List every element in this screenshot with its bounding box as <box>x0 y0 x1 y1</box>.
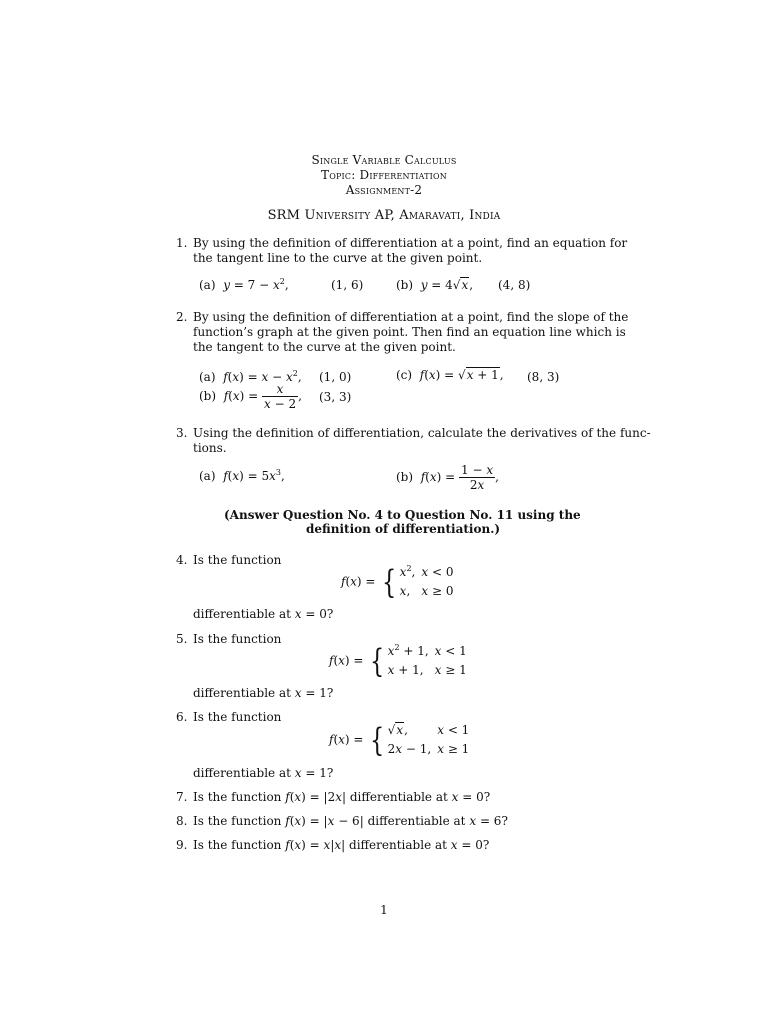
q1b <box>396 278 473 292</box>
q9-number: 9. <box>176 838 188 852</box>
q3b-formula: f(x) = $\frac{1 - x}{2x}$ , <box>420 463 499 492</box>
q7-number: 7. <box>176 790 188 804</box>
q5-number: 5. <box>176 632 188 646</box>
q1-text-line2: the tangent line to the curve at the given point. <box>193 251 483 265</box>
q2-number: 2. <box>176 310 188 324</box>
q5-tail: differentiable at x = 1? <box>193 686 334 700</box>
q2c-label: (c) <box>396 368 413 382</box>
q2b <box>199 382 302 411</box>
institution-title: SRM University AP, Amaravati, India <box>267 208 501 223</box>
assignment-title: Assignment-2 <box>345 183 423 197</box>
q1b-label: (b) <box>396 278 414 292</box>
q2a-label: (a) <box>199 370 216 384</box>
q4-intro: Is the function <box>193 553 282 567</box>
q2-text-line1: By using the definition of differentiation at a point, find the slope of the <box>193 310 629 324</box>
course-title: Single Variable Calculus <box>311 153 457 167</box>
instruction-note-line1: (Answer Question No. 4 to Question No. 11 using the <box>224 508 581 522</box>
q2a-point: (1, 0) <box>319 370 352 384</box>
q2b-formula: f(x) = $\frac{x}{x - 2}$ , <box>223 382 302 411</box>
q6-tail: differentiable at x = 1? <box>193 766 334 780</box>
q1-number: 1. <box>176 236 188 250</box>
q4-piecewise: f(x) = { $x^2$, x < 0 x, x ≥ 0 <box>341 563 454 601</box>
q1b-point: (4, 8) <box>498 278 531 292</box>
q4-number: 4. <box>176 553 188 567</box>
q2b-label: (b) <box>199 389 217 403</box>
q2c-formula: f(x) = √x + 1, <box>419 368 504 382</box>
q7-text: Is the function f(x) = |2x| differentiable at x = 0? <box>193 790 491 804</box>
q3-text-line2: tions. <box>193 441 227 455</box>
q3b <box>396 463 499 492</box>
q1a-point: (1, 6) <box>331 278 364 292</box>
q2c <box>396 368 504 382</box>
q6-intro: Is the function <box>193 710 282 724</box>
q8-number: 8. <box>176 814 188 828</box>
q3a <box>199 469 285 483</box>
q1-text-line1: By using the definition of differentiation at a point, find an equation for <box>193 236 628 250</box>
q9-text: Is the function f(x) = x|x| differentiable at x = 0? <box>193 838 490 852</box>
q3a-label: (a) <box>199 469 216 483</box>
q2-text-line2: function’s graph at the given point. Then find an equation line which is <box>193 325 626 339</box>
q6-piecewise: f(x) = { √x, x < 1 2x − 1, x ≥ 1 <box>329 721 470 759</box>
q5-intro: Is the function <box>193 632 282 646</box>
q4-tail: differentiable at x = 0? <box>193 607 334 621</box>
q2c-point: (8, 3) <box>527 370 560 384</box>
q6-number: 6. <box>176 710 188 724</box>
q1a-label: (a) <box>199 278 216 292</box>
page-number: 1 <box>380 903 388 917</box>
q3a-formula: $f(x) = 5x^3$, <box>223 468 285 483</box>
topic-title: Topic: Differentiation <box>321 168 447 182</box>
q8-text: Is the function f(x) = |x − 6| differentiable at x = 6? <box>193 814 508 828</box>
instruction-note-line2: definition of differentiation.) <box>306 522 501 536</box>
q1a-formula: $y = 7 - x^2$, <box>223 277 289 292</box>
q3-text-line1: Using the definition of differentiation, calculate the derivatives of the func- <box>193 426 651 440</box>
q5-piecewise: f(x) = { $x^2 + 1$, x < 1 x + 1, x ≥ 1 <box>329 642 467 680</box>
q1a <box>199 278 289 292</box>
q2a-formula: $f(x) = x - x^2$, <box>223 369 302 384</box>
q3b-label: (b) <box>396 470 414 484</box>
q3-number: 3. <box>176 426 188 440</box>
q2-text-line3: the tangent to the curve at the given point. <box>193 340 456 354</box>
q2b-point: (3, 3) <box>319 390 352 404</box>
q1b-formula: y = 4√x, <box>420 278 474 292</box>
